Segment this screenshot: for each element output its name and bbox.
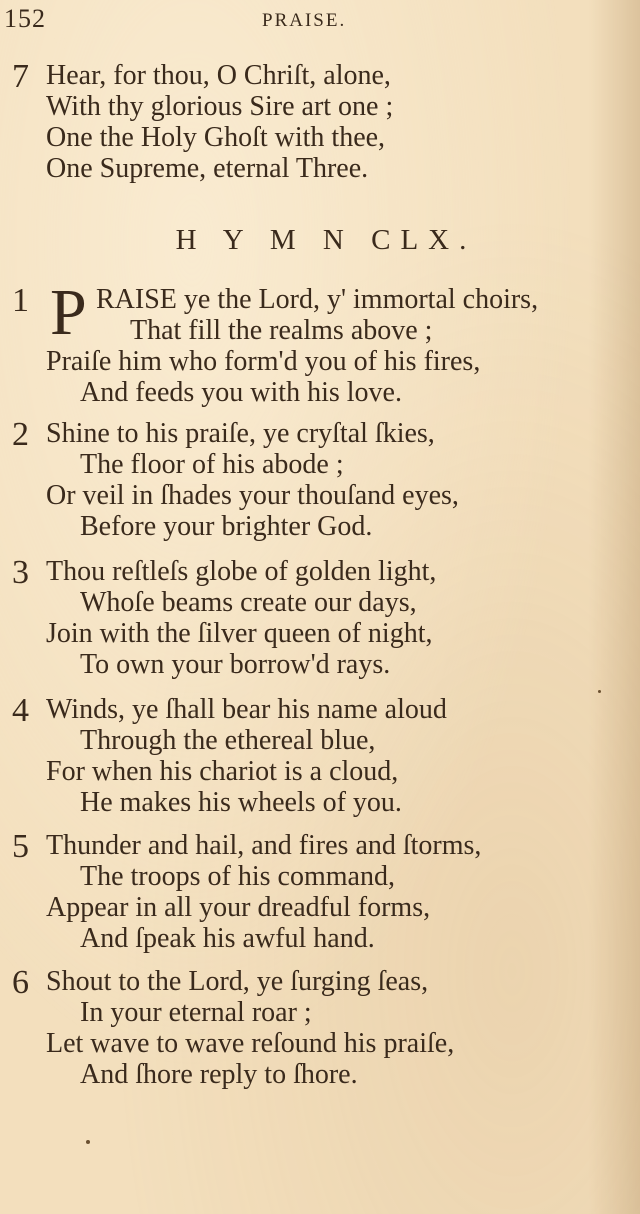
ink-speck (598, 690, 601, 693)
stanza-line: That fill the realms above ; (130, 315, 433, 346)
stanza-number: 1 (12, 282, 29, 319)
running-head: PRAISE. (262, 10, 347, 31)
stanza-line: For when his chariot is a cloud, (46, 756, 399, 787)
stanza-line: One the Holy Ghoſt with thee, (46, 122, 386, 153)
stanza-line: Whoſe beams create our days, (80, 587, 417, 618)
ink-speck (86, 1140, 90, 1144)
stanza-line: Appear in all your dreadful forms, (46, 892, 431, 923)
stanza-line: Winds, ye ſhall bear his name aloud (46, 694, 447, 725)
stanza-line: The troops of his command, (80, 861, 395, 892)
stanza-line: The floor of his abode ; (80, 449, 344, 480)
stanza-number: 4 (12, 692, 29, 729)
stanza-line: Praiſe him who form'd you of his fires, (46, 346, 481, 377)
stanza-number: 3 (12, 554, 29, 591)
stanza-line: Hear, for thou, O Chriſt, alone, (46, 60, 391, 91)
stanza-line: To own your borrow'd rays. (80, 649, 391, 680)
stanza-line: And ſpeak his awful hand. (80, 923, 375, 954)
stanza-number: 2 (12, 416, 29, 453)
stanza-line: One Supreme, eternal Three. (46, 153, 369, 184)
stanza-line: Thunder and hail, and fires and ſtorms, (46, 830, 482, 861)
stanza-line: And ſhore reply to ſhore. (80, 1059, 358, 1090)
page-header (0, 4, 640, 34)
stanza-line: In your eternal roar ; (80, 997, 312, 1028)
hymn-title: H Y M N CLX. (175, 224, 477, 256)
stanza-line: Thou reſtleſs globe of golden light, (46, 556, 437, 587)
page-number: 152 (4, 4, 46, 33)
drop-capital: P (50, 276, 87, 349)
stanza-line: Join with the ſilver queen of night, (46, 618, 433, 649)
stanza-number: 6 (12, 964, 29, 1001)
stanza-line: Shout to the Lord, ye ſurging ſeas, (46, 966, 429, 997)
stanza-number: 5 (12, 828, 29, 865)
stanza-line: Before your brighter God. (80, 511, 373, 542)
stanza-line: And feeds you with his love. (80, 377, 402, 408)
stanza-line: RAISE ye the Lord, y' immortal choirs, (96, 284, 539, 315)
stanza-number: 7 (12, 58, 29, 95)
stanza-line: Or veil in ſhades your thouſand eyes, (46, 480, 459, 511)
stanza-line: He makes his wheels of you. (80, 787, 402, 818)
stanza-line: Through the ethereal blue, (80, 725, 376, 756)
stanza-line: With thy glorious Sire art one ; (46, 91, 394, 122)
stanza-line: Let wave to wave reſound his praiſe, (46, 1028, 455, 1059)
stanza-line: Shine to his praiſe, ye cryſtal ſkies, (46, 418, 435, 449)
